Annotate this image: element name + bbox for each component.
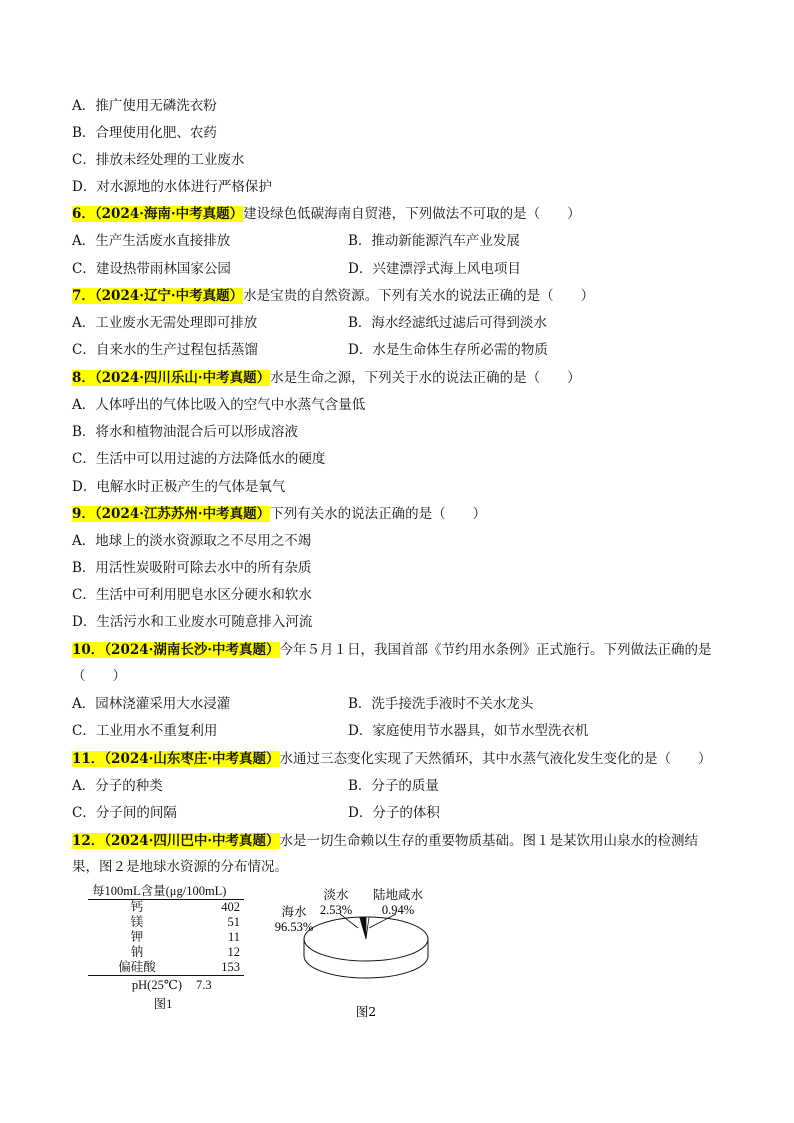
q7-option-d: D．水是生命体生存所必需的物质 xyxy=(348,342,548,358)
q8-option-a: A．人体呼出的气体比吸入的空气中水蒸气含量低 xyxy=(72,397,366,413)
question-source: （2024·山东枣庄·中考真题） xyxy=(104,751,280,767)
q11-option-b: B．分子的质量 xyxy=(348,778,439,794)
table-cell-value: 51 xyxy=(227,915,240,929)
question-source: （2024·辽宁·中考真题） xyxy=(94,288,244,304)
question-12-stem-continued: 果，图２是地球水资源的分布情况。 xyxy=(72,859,288,875)
q7-option-c: C．自来水的生产过程包括蒸馏 xyxy=(72,342,258,358)
question-text: 建设绿色低碳海南自贸港，下列做法不可取的是（ ） xyxy=(243,206,581,222)
question-number: 10． xyxy=(72,642,105,658)
q11-option-a: A．分子的种类 xyxy=(72,778,163,794)
question-number: 11． xyxy=(72,751,105,767)
question-source: （2024·四川乐山·中考真题） xyxy=(94,370,271,386)
q7-option-b: B．海水经滤纸过滤后可得到淡水 xyxy=(348,315,547,331)
ph-value: 7.3 xyxy=(186,976,244,994)
table-cell-value: 402 xyxy=(221,900,240,914)
question-text: 水是生命之源，下列关于水的说法正确的是（ ） xyxy=(270,370,581,386)
ph-label: pH(25℃) xyxy=(88,976,186,994)
label-seawater-percent: 96.53% xyxy=(274,920,314,934)
q9-option-a: A．地球上的淡水资源取之不尽用之不竭 xyxy=(72,533,312,549)
question-number: 9． xyxy=(72,506,95,522)
table-cell-name: 钙 xyxy=(130,900,144,914)
q10-option-a: A．园林浇灌采用大水浸灌 xyxy=(72,696,231,712)
table-cell-value: 153 xyxy=(221,960,240,974)
question-source: （2024·江苏苏州·中考真题） xyxy=(94,506,271,522)
q6-option-c: C．建设热带雨林国家公园 xyxy=(72,261,231,277)
table-header: 每100mL含量(μg/100mL) xyxy=(88,884,244,900)
question-text: 水是宝贵的自然资源。下列有关水的说法正确的是（ ） xyxy=(243,288,595,304)
q5-option-a: A．推广使用无磷洗衣粉 xyxy=(72,98,217,114)
question-6-stem xyxy=(72,204,581,224)
question-text: 水是一切生命赖以生存的重要物质基础。图１是某饮用山泉水的检测结 xyxy=(279,833,699,849)
table-row-ph xyxy=(88,976,244,994)
label-land-saltwater-percent: 0.94% xyxy=(381,903,415,917)
q6-option-b: B．推动新能源汽车产业发展 xyxy=(348,233,520,249)
question-12-stem xyxy=(72,831,698,851)
question-number: 12． xyxy=(72,833,105,849)
question-source: （2024·湖南长沙·中考真题） xyxy=(104,642,280,658)
figure-1-table xyxy=(88,884,244,1012)
label-freshwater: 淡水 xyxy=(323,887,349,902)
q8-option-b: B．将水和植物油混合后可以形成溶液 xyxy=(72,424,298,440)
table-cell-name: 钾 xyxy=(130,930,144,944)
table-cell-name: 镁 xyxy=(130,915,144,929)
q11-option-d: D．分子的体积 xyxy=(348,805,440,821)
question-number: 6． xyxy=(72,206,95,222)
table-cell-name: 偏硅酸 xyxy=(118,960,156,974)
question-text: 今年５月１日，我国首部《节约用水条例》正式施行。下列做法正确的是 xyxy=(279,642,712,658)
question-8-stem xyxy=(72,368,581,388)
pie-chart-svg xyxy=(268,884,468,1024)
q10-option-b: B．洗手接洗手液时不关水龙头 xyxy=(348,696,534,712)
question-10-stem xyxy=(72,640,712,660)
question-11-stem xyxy=(72,749,712,769)
figure-1-caption: 图1 xyxy=(153,997,173,1011)
q10-option-c: C．工业用水不重复利用 xyxy=(72,723,218,739)
q9-option-d: D．生活污水和工业废水可随意排入河流 xyxy=(72,614,313,630)
question-text: 下列有关水的说法正确的是（ ） xyxy=(270,506,487,522)
figure-2-caption: 图2 xyxy=(355,1004,377,1019)
q5-option-d: D．对水源地的水体进行严格保护 xyxy=(72,179,272,195)
table-row xyxy=(88,900,244,916)
q9-option-c: C．生活中可利用肥皂水区分硬水和软水 xyxy=(72,587,312,603)
table-row xyxy=(88,945,244,960)
q5-option-c: C．排放未经处理的工业废水 xyxy=(72,152,245,168)
q10-option-d: D．家庭使用节水器具，如节水型洗衣机 xyxy=(348,723,589,739)
question-10-stem-continued: （ ） xyxy=(72,668,126,684)
q9-option-b: B．用活性炭吸附可除去水中的所有杂质 xyxy=(72,560,312,576)
label-land-saltwater: 陆地咸水 xyxy=(372,887,424,902)
table-row xyxy=(88,930,244,945)
table-cell-name: 钠 xyxy=(130,945,144,959)
figure-2-pie-chart xyxy=(268,884,468,1024)
label-seawater: 海水 xyxy=(281,904,307,919)
q7-option-a: A．工业废水无需处理即可排放 xyxy=(72,315,258,331)
table-row xyxy=(88,960,244,976)
q8-option-c: C．生活中可以用过滤的方法降低水的硬度 xyxy=(72,451,326,467)
q6-option-d: D．兴建漂浮式海上风电项目 xyxy=(348,261,521,277)
q5-option-b: B．合理使用化肥、农药 xyxy=(72,125,217,141)
question-source: （2024·四川巴中·中考真题） xyxy=(104,833,280,849)
question-source: （2024·海南·中考真题） xyxy=(94,206,244,222)
question-number: 7． xyxy=(72,288,95,304)
question-9-stem xyxy=(72,504,486,524)
q8-option-d: D．电解水时正极产生的气体是氧气 xyxy=(72,479,286,495)
question-7-stem xyxy=(72,286,594,306)
q11-option-c: C．分子间的间隔 xyxy=(72,805,177,821)
table-cell-value: 12 xyxy=(227,945,240,959)
table-row xyxy=(88,915,244,930)
question-number: 8． xyxy=(72,370,95,386)
q6-option-a: A．生产生活废水直接排放 xyxy=(72,233,231,249)
question-text: 水通过三态变化实现了天然循环，其中水蒸气液化发生变化的是（ ） xyxy=(279,751,712,767)
label-freshwater-percent: 2.53% xyxy=(319,903,353,917)
table-cell-value: 11 xyxy=(227,930,240,944)
